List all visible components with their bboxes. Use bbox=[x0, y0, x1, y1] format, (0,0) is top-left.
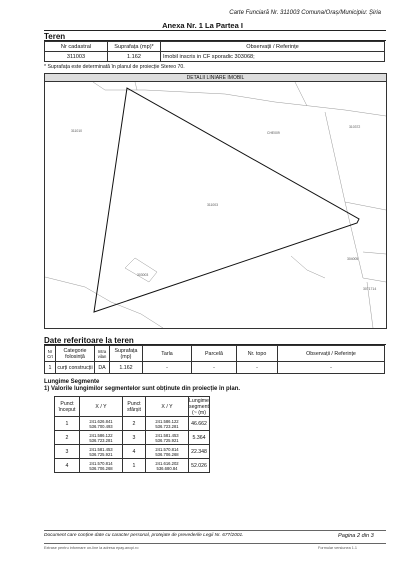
cell-end-xy: 241.616.202 536.680.84 bbox=[146, 459, 189, 473]
cell-observatii: - bbox=[278, 362, 385, 374]
cell-start: 4 bbox=[55, 459, 80, 473]
col-tarla: Tarla bbox=[143, 346, 192, 362]
cell-start: 2 bbox=[55, 431, 80, 445]
teren-heading: Teren bbox=[44, 32, 66, 41]
cell-end: 2 bbox=[123, 417, 146, 431]
cell-end: 1 bbox=[123, 459, 146, 473]
cell-tarla: - bbox=[143, 362, 192, 374]
cell-intra-vilan: DA bbox=[95, 362, 110, 374]
footer-source: Extrase pentru informare on-line la adresa epay.ancpi.ro bbox=[44, 546, 139, 550]
cell-end: 3 bbox=[123, 431, 146, 445]
col-nr-cadastral: Nr cadastral bbox=[45, 42, 108, 52]
cell-length: 5.364 bbox=[189, 431, 210, 445]
cell-nr-crt: 1 bbox=[45, 362, 56, 374]
col-suprafata: Suprafața (mp) bbox=[110, 346, 143, 362]
cell-end-xy: 241.581.453 536.725.921 bbox=[146, 431, 189, 445]
cell-end: 4 bbox=[123, 445, 146, 459]
footer-legal-note: Document care conține date cu caracter personal, protejate de prevederile Legii Nr. 677/2001. bbox=[44, 533, 244, 538]
cell-start: 3 bbox=[55, 445, 80, 459]
cell-end-xy: 241.570.814 536.706.268 bbox=[146, 445, 189, 459]
map-label-right-1: 304005 bbox=[347, 257, 359, 261]
map-title: DETALII LINIARE IMOBIL bbox=[44, 73, 387, 82]
cell-observatii: Imobil inscris in CF sporadic 303068; bbox=[161, 52, 385, 62]
page-number: Pagina 2 din 3 bbox=[338, 533, 374, 539]
col-observatii: Observații / Referințe bbox=[278, 346, 385, 362]
cell-suprafata: 1.162 bbox=[110, 362, 143, 374]
footer-version: Formular versiunea 1.1 bbox=[318, 546, 358, 550]
parcel-outline bbox=[94, 88, 359, 312]
cf-reference: Carte Funciară Nr. 311003 Comuna/Oraș/Municipiu: Șiria bbox=[229, 10, 381, 16]
cell-nr-cadastral: 311003 bbox=[45, 52, 108, 62]
cell-suprafata: 1.162 bbox=[108, 52, 161, 62]
teren-header-row bbox=[45, 42, 385, 52]
footer-divider bbox=[44, 530, 386, 531]
date-ref-heading: Date referitoare la teren bbox=[44, 336, 134, 345]
col-nr-topo: Nr. topo bbox=[237, 346, 278, 362]
col-parcela: Parcelă bbox=[192, 346, 237, 362]
teren-table bbox=[44, 41, 385, 62]
cell-start-xy: 241.586.122 536.723.281 bbox=[80, 431, 123, 445]
date-ref-table bbox=[44, 345, 385, 374]
col-categorie: Categorie folosință bbox=[56, 346, 95, 362]
date-ref-header-row bbox=[45, 346, 385, 362]
cell-length: 22.348 bbox=[189, 445, 210, 459]
surface-note: * Suprafața este determinată în planul de proiecție Stereo 70. bbox=[44, 64, 185, 70]
map-label-bottom-left: 303003 bbox=[137, 273, 149, 277]
parcel-map-drawing bbox=[45, 82, 386, 328]
col-intra-vilan: Intra vilan bbox=[95, 346, 110, 362]
col-nr-crt: Nr Crt bbox=[45, 346, 56, 362]
cell-start-xy: 241.570.814 536.706.268 bbox=[80, 459, 123, 473]
segments-subheading: 1) Valorile lungimilor segmentelor sunt obținute din proiecție în plan. bbox=[44, 386, 241, 392]
teren-row bbox=[45, 52, 385, 62]
segments-table bbox=[54, 396, 210, 473]
parcel-map bbox=[44, 81, 387, 329]
cell-end-xy: 241.586.122 536.723.281 bbox=[146, 417, 189, 431]
date-ref-row bbox=[45, 362, 385, 374]
cell-length: 46.662 bbox=[189, 417, 210, 431]
cell-categorie: curți construcții bbox=[56, 362, 95, 374]
segment-row-4 bbox=[55, 459, 210, 473]
col-observatii: Observații / Referințe bbox=[161, 42, 385, 52]
cell-start: 1 bbox=[55, 417, 80, 431]
col-xy-end: X / Y bbox=[146, 397, 189, 417]
cell-length: 52.026 bbox=[189, 459, 210, 473]
cell-nr-topo: - bbox=[237, 362, 278, 374]
cell-parcela: - bbox=[192, 362, 237, 374]
col-xy-start: X / Y bbox=[80, 397, 123, 417]
title-divider bbox=[44, 30, 386, 31]
col-suprafata: Suprafața (mp)* bbox=[108, 42, 161, 52]
annex-title: Anexa Nr. 1 La Partea I bbox=[162, 21, 243, 30]
segment-row-3 bbox=[55, 445, 210, 459]
segments-heading: Lungime Segmente bbox=[44, 379, 100, 385]
segment-row-2 bbox=[55, 431, 210, 445]
map-label-top-mid: CHE009 bbox=[267, 131, 280, 135]
col-lungime: Lungime segment (~ (m) bbox=[189, 397, 209, 416]
col-punct-sfarsit: Punct sfârșit bbox=[123, 397, 146, 417]
col-punct-inceput: Punct început bbox=[55, 397, 80, 417]
map-label-top-left: 311010 bbox=[71, 129, 83, 133]
map-label-center: 311003 bbox=[207, 203, 219, 207]
segment-row-1 bbox=[55, 417, 210, 431]
map-label-right-2: 3071714 bbox=[363, 287, 377, 291]
cell-start-xy: 241.626.841 536.700.493 bbox=[80, 417, 123, 431]
map-label-top-right: 310372 bbox=[349, 125, 361, 129]
segments-header-row bbox=[55, 397, 210, 417]
cell-start-xy: 241.581.453 536.725.921 bbox=[80, 445, 123, 459]
footer-divider-2 bbox=[44, 543, 386, 544]
